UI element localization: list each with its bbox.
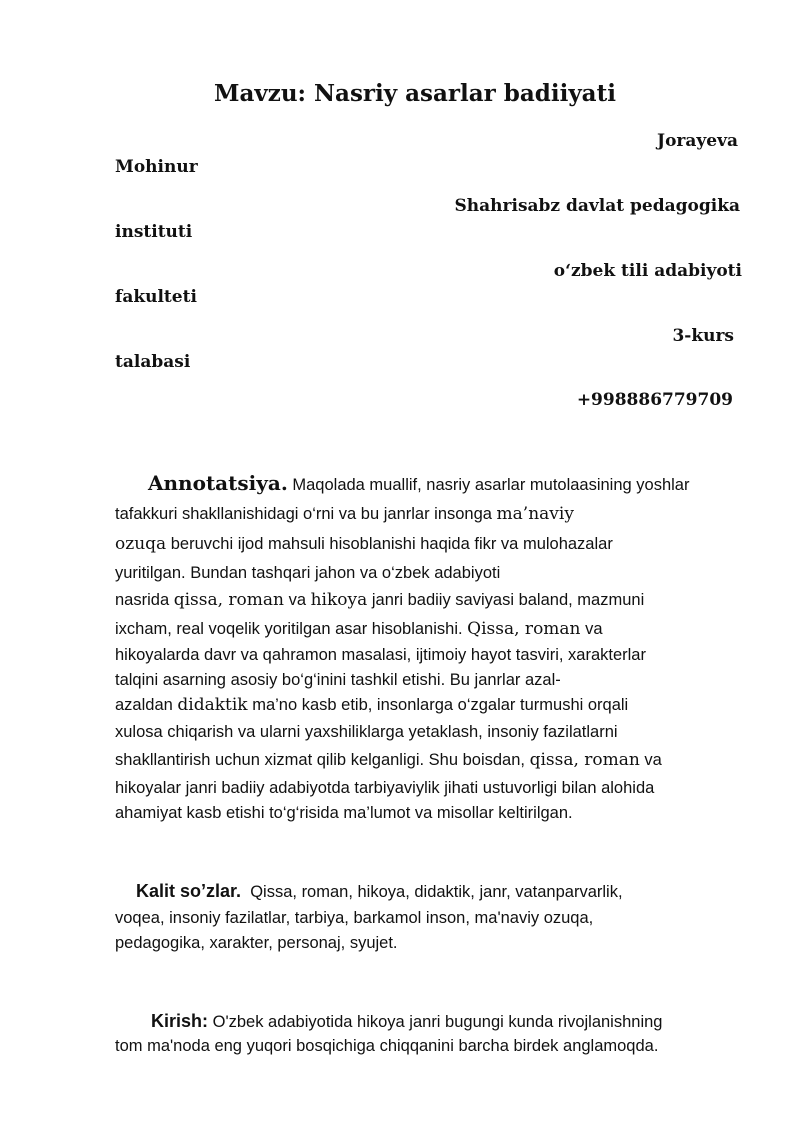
course-line-1: 3-kurs bbox=[672, 326, 734, 346]
annotation-line-2: tafakkuri shakllanishidagi o‘rni va bu janrlar insonga ma’naviy bbox=[115, 504, 574, 524]
annotation-line-3: ozuqa beruvchi ijod mahsuli hisoblanishi haqida fikr va mulohazalar bbox=[115, 534, 613, 554]
annotation-line-4: yuritilgan. Bundan tashqari jahon va o‘zbek adabiyoti bbox=[115, 564, 501, 582]
annotation-line-1: Annotatsiya. Maqolada muallif, nasriy asarlar mutolaasining yoshlar bbox=[148, 471, 690, 495]
keywords-line-1: Kalit so’zlar. Qissa, roman, hikoya, didaktik, janr, vatanparvarlik, bbox=[136, 881, 623, 901]
annotation-line-11: shakllantirish uchun xizmat qilib kelganligi. Shu boisdan, qissa, roman va bbox=[115, 750, 662, 770]
annotation-line-13: ahamiyat kasb etishi to‘g‘risida ma’lumot va misollar keltirilgan. bbox=[115, 804, 573, 822]
faculty-line-1: o‘zbek tili adabiyoti bbox=[553, 261, 742, 281]
annotation-line-9: azaldan didaktik ma’no kasb etib, insonlarga o‘zgalar turmushi orqali bbox=[115, 695, 629, 715]
annotation-line-12: hikoyalar janri badiiy adabiyotda tarbiyaviylik jihati ustuvorligi bilan alohida bbox=[115, 779, 655, 797]
intro-heading: Kirish: bbox=[151, 1011, 209, 1031]
annotation-line-6: ixcham, real voqelik yoritilgan asar hisoblanishi. Qissa, roman va bbox=[115, 619, 603, 639]
article-title: Mavzu: Nasriy asarlar badiiyati bbox=[214, 80, 616, 107]
author-surname: Jorayeva bbox=[657, 131, 738, 151]
keywords-line-3: pedagogika, xarakter, personaj, syujet. bbox=[115, 934, 398, 952]
faculty-line-2: fakulteti bbox=[115, 287, 197, 307]
annotation-line-5: nasrida qissa, roman va hikoya janri badiiy saviyasi baland, mazmuni bbox=[115, 590, 645, 610]
intro-line-2: tom ma'noda eng yuqori bosqichiga chiqqanini barcha birdek anglamoqda. bbox=[115, 1037, 659, 1055]
keywords-line-2: voqea, insoniy fazilatlar, tarbiya, barkamol inson, ma'naviy ozuqa, bbox=[115, 909, 594, 927]
intro-line-1: Kirish: O'zbek adabiyotida hikoya janri bugungi kunda rivojlanishning bbox=[151, 1011, 663, 1031]
institute-line-2: instituti bbox=[115, 222, 193, 242]
annotation-line-7: hikoyalarda davr va qahramon masalasi, ijtimoiy hayot tasviri, xarakterlar bbox=[115, 646, 646, 664]
course-line-2: talabasi bbox=[115, 352, 191, 372]
keywords-heading: Kalit so’zlar. bbox=[136, 881, 242, 901]
annotation-heading: Annotatsiya. bbox=[148, 471, 288, 495]
annotation-line-8: talqini asarning asosiy bo‘g‘inini tashkil etishi. Bu janrlar azal- bbox=[115, 671, 561, 689]
author-name: Mohinur bbox=[115, 157, 198, 177]
institute-line-1: Shahrisabz davlat pedagogika bbox=[454, 196, 740, 216]
annotation-line-10: xulosa chiqarish va ularni yaxshiliklarga yetaklash, insoniy fazilatlarni bbox=[115, 723, 618, 741]
phone-number: +998886779709 bbox=[576, 390, 733, 410]
